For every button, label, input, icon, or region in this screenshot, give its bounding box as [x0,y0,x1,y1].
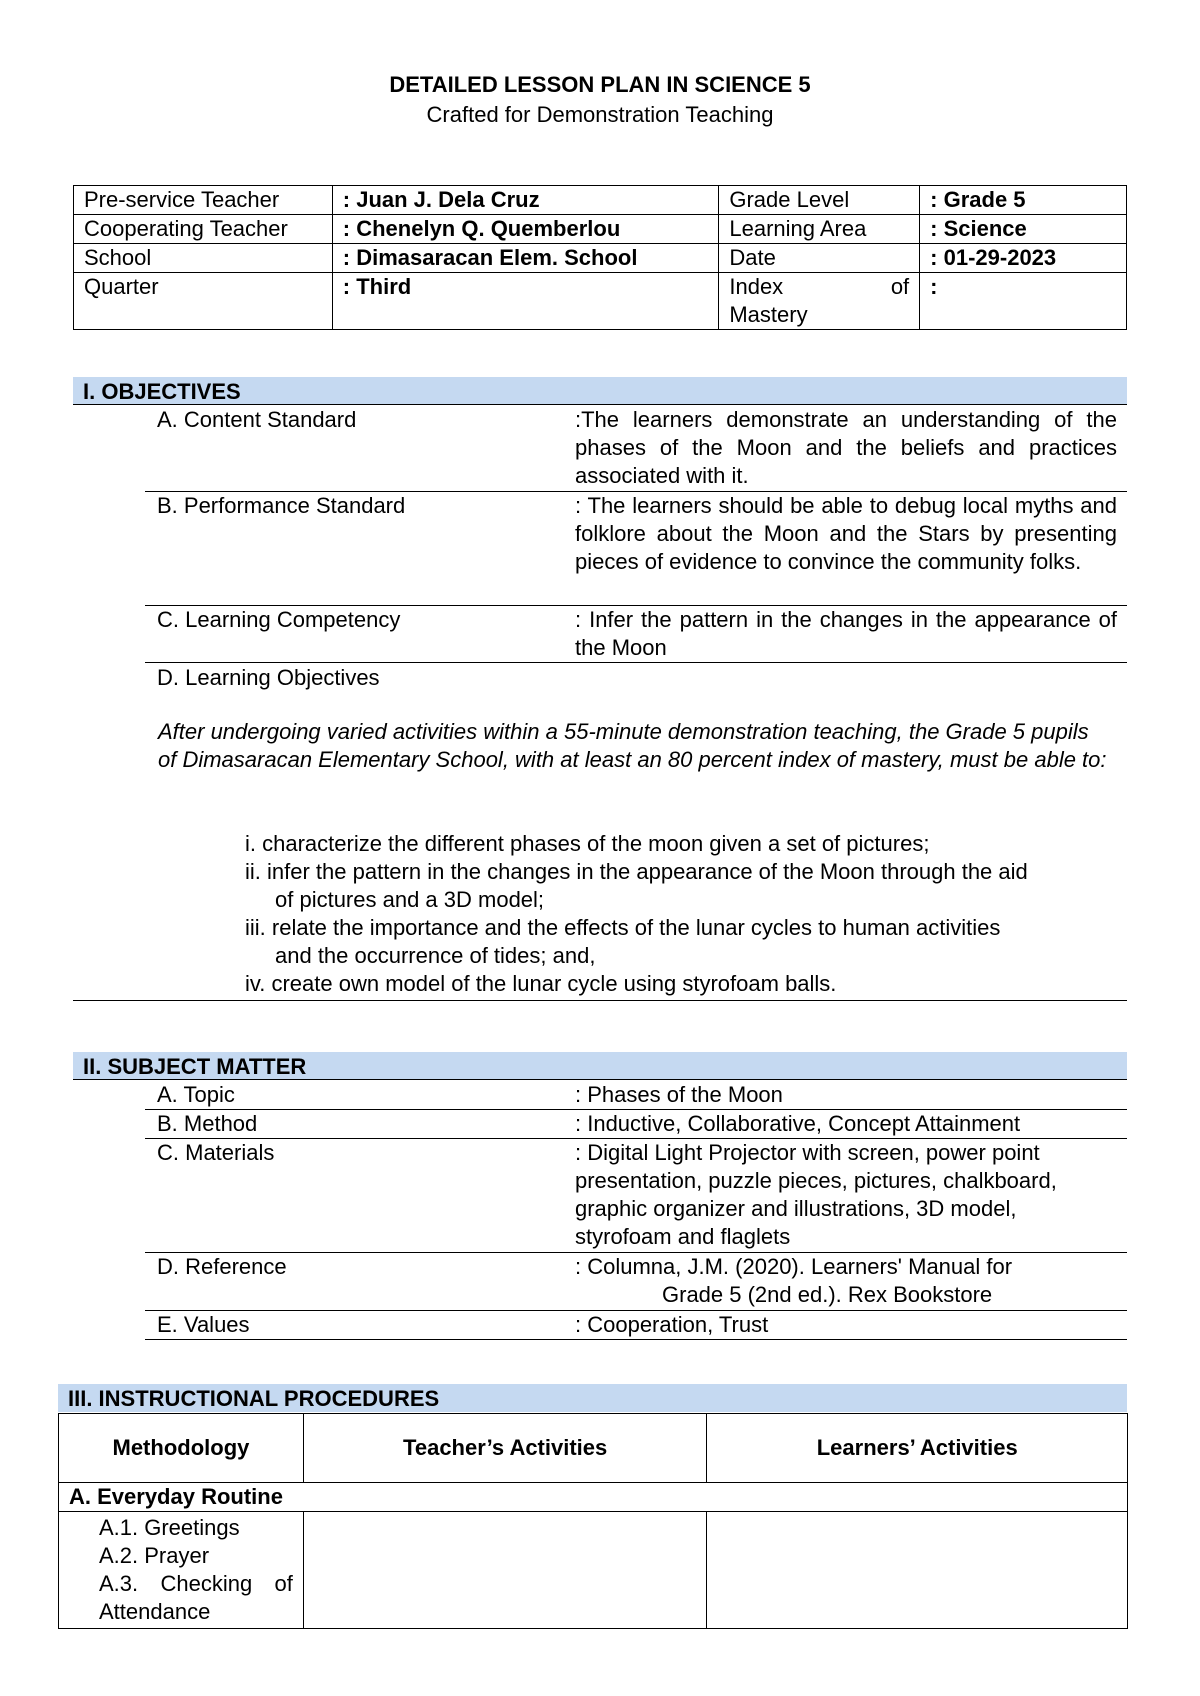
reference-value: : Columna, J.M. (2020). Learners' Manual for Grade 5 (2nd ed.). Rex Bookstore [575,1254,1013,1307]
materials-row [145,1139,1127,1253]
teacher-activities-header: Teacher’s Activities [303,1414,707,1483]
reference-row [145,1253,1127,1311]
content-standard-row [145,406,1127,492]
routine-step: A.1. Greetings [99,1515,240,1540]
performance-standard-label: B. Performance Standard [157,493,406,518]
teacher-info-table [73,185,1127,330]
objectives-divider [73,1000,1127,1001]
grade-level-value: : Grade 5 [920,186,1127,215]
learners-activities-header: Learners’ Activities [707,1414,1128,1483]
learning-competency-label: C. Learning Competency [157,607,401,632]
objective-item-2: ii. infer the pattern in the changes in the appearance of the Moon through the aid of pictures and a 3D model; [245,859,1028,912]
performance-standard-row [145,492,1127,606]
topic-label: A. Topic [157,1082,235,1107]
performance-standard-value: : The learners should be able to debug local myths and folklore about the Moon and the Stars by presenting pieces of evidence to convince the community folks. [575,493,1117,574]
learning-area-label: Learning Area [719,215,920,244]
preservice-teacher-value: : Juan J. Dela Cruz [332,186,719,215]
routine-step: A.2. Prayer [99,1543,210,1568]
content-standard-label: A. Content Standard [157,407,357,432]
cooperating-teacher-label: Cooperating Teacher [74,215,333,244]
learners-activities-cell [707,1512,1128,1629]
content-standard-value: :The learners demonstrate an understanding of the phases of the Moon and the beliefs and practices associated with it. [575,407,1117,488]
values-row [145,1311,1127,1340]
learning-competency-row [145,606,1127,663]
learning-competency-value: : Infer the pattern in the changes in the appearance of the Moon [575,607,1117,660]
method-label: B. Method [157,1111,258,1136]
date-label: Date [719,244,920,273]
procedures-table [58,1413,1128,1629]
cooperating-teacher-value: : Chenelyn Q. Quemberlou [332,215,719,244]
method-value: : Inductive, Collaborative, Concept Attainment [575,1111,1021,1136]
learning-objectives-label: D. Learning Objectives [157,665,380,690]
objective-item-1: i. characterize the different phases of the moon given a set of pictures; [245,831,930,856]
objectives-heading: I. OBJECTIVES [73,377,1127,405]
quarter-label: Quarter [74,273,333,330]
learning-objectives-intro: After undergoing varied activities within a 55-minute demonstration teaching, the Grade 5 pupils of Dimasaracan Elementary School, with at least an 80 percent index of mastery, must be able to: [158,719,1107,772]
school-value: : Dimasaracan Elem. School [332,244,719,273]
preservice-teacher-label: Pre-service Teacher [74,186,333,215]
quarter-value: : Third [332,273,719,330]
objective-item-3: iii. relate the importance and the effects of the lunar cycles to human activities and the occurrence of tides; and, [245,915,1001,968]
reference-label: D. Reference [157,1254,287,1279]
values-label: E. Values [157,1312,250,1337]
topic-value: : Phases of the Moon [575,1082,783,1107]
methodology-header: Methodology [59,1414,304,1483]
index-of-mastery-value: : [920,273,1127,330]
index-of-mastery-label: Index of Mastery [719,273,920,330]
document-title: DETAILED LESSON PLAN IN SCIENCE 5 [389,72,811,97]
materials-label: C. Materials [157,1140,275,1165]
learning-area-value: : Science [920,215,1127,244]
date-value: : 01-29-2023 [920,244,1127,273]
document-subtitle: Crafted for Demonstration Teaching [426,102,774,127]
subject-matter-heading: II. SUBJECT MATTER [73,1052,1127,1080]
routine-step: A.3. Checking of Attendance [99,1571,293,1624]
routine-steps [59,1512,304,1629]
teacher-activities-cell [303,1512,707,1629]
school-label: School [74,244,333,273]
grade-level-label: Grade Level [719,186,920,215]
objective-item-4: iv. create own model of the lunar cycle using styrofoam balls. [245,971,837,996]
procedures-heading: III. INSTRUCTIONAL PROCEDURES [58,1384,1127,1412]
method-row [145,1110,1127,1139]
materials-value: : Digital Light Projector with screen, power point presentation, puzzle pieces, pictures, chalkboard, graphic organizer and illustrations, 3D model, styrofoam and flaglets [575,1140,1057,1249]
everyday-routine-heading: A. Everyday Routine [59,1483,1128,1512]
topic-row [145,1081,1127,1110]
values-value: : Cooperation, Trust [575,1312,769,1337]
